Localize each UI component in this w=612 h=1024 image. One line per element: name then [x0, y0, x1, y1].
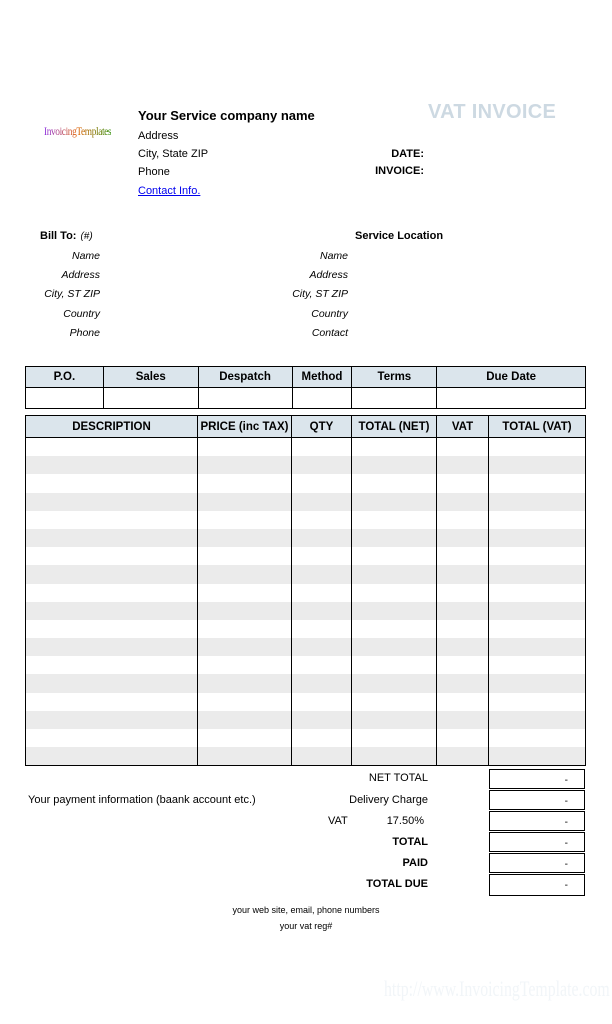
line-item-cell[interactable] [26, 693, 198, 711]
table-row [26, 711, 586, 729]
line-item-cell[interactable] [352, 511, 437, 529]
line-items-table [25, 415, 586, 766]
line-item-cell[interactable] [437, 547, 489, 565]
net-total-label: NET TOTAL [368, 772, 428, 784]
line-item-cell[interactable] [26, 456, 198, 474]
line-item-cell[interactable] [437, 456, 489, 474]
line-item-cell[interactable] [437, 747, 489, 766]
delivery-charge-label: Delivery Charge [349, 794, 428, 806]
bill-to-address: Address [61, 269, 100, 281]
paid-value[interactable]: - [489, 853, 585, 873]
line-item-cell[interactable] [437, 729, 489, 747]
net-total-value[interactable]: - [489, 769, 585, 789]
line-item-cell[interactable] [352, 493, 437, 511]
watermark: http://www.InvoicingTemplate.com [384, 976, 610, 1001]
line-item-cell[interactable] [26, 474, 198, 492]
bill-to-name: Name [71, 250, 100, 262]
line-item-cell[interactable] [26, 511, 198, 529]
table-row [26, 674, 586, 692]
line-item-cell[interactable] [292, 456, 352, 474]
line-item-cell[interactable] [352, 529, 437, 547]
line-item-cell[interactable] [489, 493, 586, 511]
table-row [26, 511, 586, 529]
service-location-name: Name [319, 250, 348, 262]
table-row [26, 438, 586, 457]
line-item-cell[interactable] [292, 584, 352, 602]
line-item-cell[interactable] [292, 529, 352, 547]
sales-cell[interactable] [103, 388, 198, 409]
line-item-cell[interactable] [437, 602, 489, 620]
total-label: TOTAL [392, 836, 428, 848]
bill-to-title: Bill To: (#) [40, 230, 93, 242]
price-header: PRICE (inc TAX) [198, 416, 292, 438]
delivery-charge-value[interactable]: - [489, 790, 585, 810]
due-date-cell[interactable] [437, 388, 586, 409]
line-item-cell[interactable] [437, 511, 489, 529]
line-item-cell[interactable] [198, 711, 292, 729]
line-item-cell[interactable] [26, 547, 198, 565]
invoice-number-label: INVOICE: [375, 165, 424, 177]
company-logo: InvoicingTemplates [44, 124, 112, 138]
line-item-cell[interactable] [198, 693, 292, 711]
line-item-cell[interactable] [352, 674, 437, 692]
line-item-cell[interactable] [26, 711, 198, 729]
table-row [26, 747, 586, 766]
line-item-cell[interactable] [437, 674, 489, 692]
line-item-cell[interactable] [292, 565, 352, 583]
line-item-cell[interactable] [352, 711, 437, 729]
line-item-cell[interactable] [437, 474, 489, 492]
line-item-cell[interactable] [198, 729, 292, 747]
line-item-cell[interactable] [198, 565, 292, 583]
line-item-cell[interactable] [26, 438, 198, 457]
line-item-cell[interactable] [352, 620, 437, 638]
bill-to-city: City, ST ZIP [44, 288, 100, 300]
line-item-cell[interactable] [489, 438, 586, 457]
line-item-cell[interactable] [292, 511, 352, 529]
line-item-cell[interactable] [489, 747, 586, 766]
line-item-cell[interactable] [352, 602, 437, 620]
line-item-cell[interactable] [437, 693, 489, 711]
line-item-cell[interactable] [292, 438, 352, 457]
total-due-label: TOTAL DUE [366, 878, 428, 890]
terms-header: Terms [352, 367, 437, 388]
line-item-cell[interactable] [26, 565, 198, 583]
table-row [26, 584, 586, 602]
line-item-cell[interactable] [489, 620, 586, 638]
line-item-cell[interactable] [198, 584, 292, 602]
line-item-cell[interactable] [437, 656, 489, 674]
despatch-cell[interactable] [198, 388, 292, 409]
company-address: Address [138, 130, 179, 142]
line-item-cell[interactable] [26, 529, 198, 547]
line-item-cell[interactable] [292, 729, 352, 747]
line-item-cell[interactable] [352, 729, 437, 747]
line-item-cell[interactable] [489, 638, 586, 656]
qty-header: QTY [292, 416, 352, 438]
table-row [26, 602, 586, 620]
line-item-cell[interactable] [292, 493, 352, 511]
line-item-cell[interactable] [352, 747, 437, 766]
table-row [26, 693, 586, 711]
line-item-cell[interactable] [437, 529, 489, 547]
line-item-cell[interactable] [489, 711, 586, 729]
line-item-cell[interactable] [26, 493, 198, 511]
company-name: Your Service company name [138, 108, 315, 123]
line-item-cell[interactable] [489, 693, 586, 711]
table-row [26, 529, 586, 547]
line-item-cell[interactable] [489, 729, 586, 747]
line-item-cell[interactable] [352, 474, 437, 492]
total-net-header: TOTAL (NET) [352, 416, 437, 438]
footer-contact: your web site, email, phone numbers [232, 905, 380, 915]
table-row [26, 620, 586, 638]
table-row [26, 638, 586, 656]
line-item-cell[interactable] [292, 711, 352, 729]
line-item-cell[interactable] [26, 584, 198, 602]
line-item-cell[interactable] [437, 638, 489, 656]
line-item-cell[interactable] [292, 474, 352, 492]
po-cell[interactable] [26, 388, 104, 409]
total-due-value[interactable]: - [489, 874, 585, 896]
line-item-cell[interactable] [26, 729, 198, 747]
payment-info: Your payment information (baank account etc.) [28, 794, 256, 806]
method-header: Method [292, 367, 352, 388]
table-row [26, 729, 586, 747]
line-item-cell[interactable] [26, 674, 198, 692]
line-item-cell[interactable] [352, 693, 437, 711]
method-cell[interactable] [292, 388, 352, 409]
service-location-title: Service Location [355, 230, 444, 242]
service-location-address: Address [309, 269, 348, 281]
bill-to-country: Country [63, 308, 100, 320]
line-item-cell[interactable] [489, 456, 586, 474]
despatch-header: Despatch [198, 367, 292, 388]
line-item-cell[interactable] [292, 747, 352, 766]
paid-label: PAID [402, 857, 428, 869]
line-item-cell[interactable] [198, 529, 292, 547]
line-item-cell[interactable] [198, 511, 292, 529]
line-item-cell[interactable] [26, 602, 198, 620]
line-item-cell[interactable] [352, 456, 437, 474]
line-item-cell[interactable] [352, 547, 437, 565]
due-date-header: Due Date [437, 367, 586, 388]
line-item-cell[interactable] [437, 438, 489, 457]
order-info-table [25, 366, 586, 409]
line-item-cell[interactable] [292, 674, 352, 692]
line-item-cell[interactable] [292, 547, 352, 565]
service-location-country: Country [311, 308, 348, 320]
table-row [26, 656, 586, 674]
line-item-cell[interactable] [489, 602, 586, 620]
line-item-cell[interactable] [489, 565, 586, 583]
table-row [26, 547, 586, 565]
line-item-cell[interactable] [198, 438, 292, 457]
date-label: DATE: [391, 148, 424, 160]
line-item-cell[interactable] [292, 602, 352, 620]
bill-to-phone: Phone [69, 327, 100, 339]
sales-header: Sales [103, 367, 198, 388]
po-header: P.O. [26, 367, 104, 388]
line-item-cell[interactable] [198, 747, 292, 766]
line-item-cell[interactable] [352, 638, 437, 656]
line-items-body [26, 438, 586, 766]
line-item-cell[interactable] [489, 584, 586, 602]
line-item-cell[interactable] [198, 620, 292, 638]
footer-vat-reg: your vat reg# [279, 921, 333, 931]
line-item-cell[interactable] [437, 711, 489, 729]
invoice-title: VAT INVOICE [428, 101, 557, 123]
terms-cell[interactable] [352, 388, 437, 409]
line-item-cell[interactable] [437, 565, 489, 583]
line-item-cell[interactable] [489, 656, 586, 674]
line-item-cell[interactable] [198, 674, 292, 692]
line-item-cell[interactable] [198, 602, 292, 620]
total-value[interactable]: - [489, 832, 585, 852]
total-vat-header: TOTAL (VAT) [489, 416, 586, 438]
line-item-cell[interactable] [198, 493, 292, 511]
table-row [26, 565, 586, 583]
line-item-cell[interactable] [198, 547, 292, 565]
company-city: City, State ZIP [138, 148, 209, 160]
line-item-cell[interactable] [352, 656, 437, 674]
table-row [26, 456, 586, 474]
line-item-cell[interactable] [352, 584, 437, 602]
vat-header: VAT [437, 416, 489, 438]
company-phone: Phone [138, 166, 170, 178]
line-item-cell[interactable] [26, 656, 198, 674]
line-item-cell[interactable] [489, 674, 586, 692]
line-item-cell[interactable] [26, 747, 198, 766]
line-item-cell[interactable] [489, 529, 586, 547]
line-item-cell[interactable] [489, 511, 586, 529]
line-item-cell[interactable] [352, 438, 437, 457]
line-item-cell[interactable] [26, 638, 198, 656]
description-header: DESCRIPTION [26, 416, 198, 438]
line-item-cell[interactable] [198, 656, 292, 674]
line-item-cell[interactable] [489, 474, 586, 492]
line-item-cell[interactable] [437, 584, 489, 602]
contact-info-link[interactable]: Contact Info. [138, 185, 201, 197]
line-item-cell[interactable] [26, 620, 198, 638]
table-row [26, 493, 586, 511]
service-location-city: City, ST ZIP [292, 288, 348, 300]
vat-label: VAT [328, 815, 348, 827]
line-item-cell[interactable] [352, 565, 437, 583]
vat-value[interactable]: - [489, 811, 585, 831]
service-location-contact: Contact [311, 327, 348, 339]
line-item-cell[interactable] [198, 456, 292, 474]
line-item-cell[interactable] [292, 620, 352, 638]
line-item-cell[interactable] [198, 638, 292, 656]
line-item-cell[interactable] [198, 474, 292, 492]
line-item-cell[interactable] [292, 693, 352, 711]
line-item-cell[interactable] [437, 493, 489, 511]
line-item-cell[interactable] [489, 547, 586, 565]
vat-rate: 17.50% [386, 815, 424, 827]
table-row [26, 474, 586, 492]
line-item-cell[interactable] [292, 638, 352, 656]
line-item-cell[interactable] [437, 620, 489, 638]
line-item-cell[interactable] [292, 656, 352, 674]
